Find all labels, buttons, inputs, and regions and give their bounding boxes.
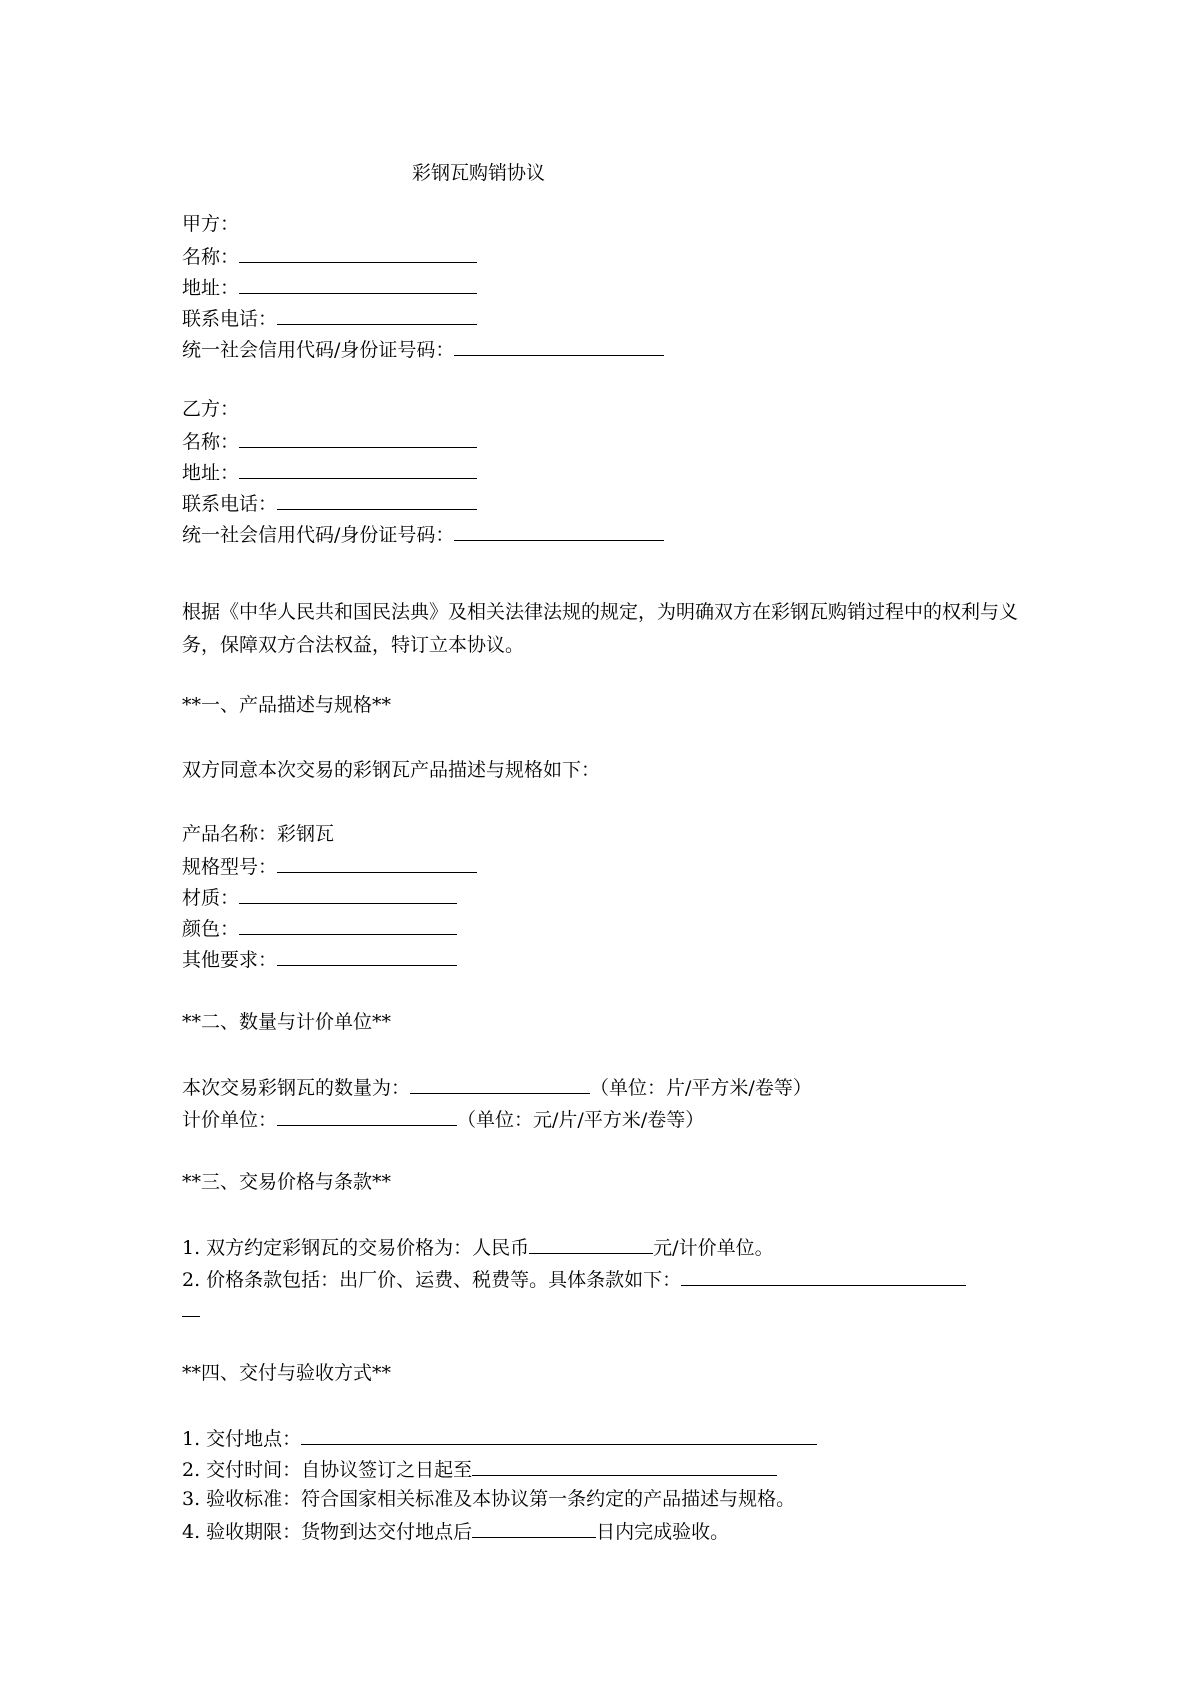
party-a-id-label: 统一社会信用代码/身份证号码： <box>182 339 455 361</box>
party-a-name-row <box>182 241 477 271</box>
other-requirements-label: 其他要求： <box>182 949 278 971</box>
party-a-phone-row <box>182 303 477 333</box>
party-b-name-label: 名称： <box>182 431 240 453</box>
delivery-time-row <box>182 1454 777 1484</box>
party-b-phone-field[interactable] <box>277 488 477 510</box>
party-a-id-row <box>182 334 664 364</box>
price-label: 1. 双方约定彩钢瓦的交易价格为：人民币 <box>182 1237 530 1259</box>
section1-heading: **一、产品描述与规格** <box>182 694 392 716</box>
acceptance-period-field[interactable] <box>472 1516 596 1538</box>
party-a-phone-field[interactable] <box>277 303 477 325</box>
material-field[interactable] <box>239 882 457 904</box>
acceptance-period-row <box>182 1516 729 1546</box>
party-b-address-label: 地址： <box>182 462 240 484</box>
product-name-row: 产品名称：彩钢瓦 <box>182 823 335 845</box>
model-row <box>182 851 477 881</box>
model-label: 规格型号： <box>182 856 278 878</box>
section4-heading: **四、交付与验收方式** <box>182 1362 392 1384</box>
party-a-name-label: 名称： <box>182 246 240 268</box>
party-b-phone-label: 联系电话： <box>182 493 278 515</box>
document-title: 彩钢瓦购销协议 <box>412 162 546 184</box>
acceptance-standard-row: 3. 验收标准：符合国家相关标准及本协议第一条约定的产品描述与规格。 <box>182 1488 796 1510</box>
other-requirements-row <box>182 944 457 974</box>
pricing-unit-field[interactable] <box>277 1104 457 1126</box>
party-b-address-field[interactable] <box>239 457 477 479</box>
section1-intro: 双方同意本次交易的彩钢瓦产品描述与规格如下： <box>182 759 601 781</box>
party-b-name-row <box>182 426 477 456</box>
party-b-id-row <box>182 519 664 549</box>
preamble-paragraph: 根据《中华人民共和国民法典》及相关法律法规的规定，为明确双方在彩钢瓦购销过程中的权利与义务，保障双方合法权益，特订立本协议。 <box>182 601 1019 656</box>
price-unit: 元/计价单位。 <box>653 1237 774 1259</box>
party-b-id-label: 统一社会信用代码/身份证号码： <box>182 524 455 546</box>
acceptance-period-label: 4. 验收期限：货物到达交付地点后 <box>182 1521 473 1543</box>
party-a-heading: 甲方： <box>182 213 240 235</box>
price-field[interactable] <box>529 1232 653 1254</box>
delivery-time-field[interactable] <box>472 1454 777 1476</box>
material-row <box>182 882 457 912</box>
party-a-phone-label: 联系电话： <box>182 308 278 330</box>
party-a-address-label: 地址： <box>182 277 240 299</box>
material-label: 材质： <box>182 887 240 909</box>
party-a-name-field[interactable] <box>239 241 477 263</box>
price-terms-continuation <box>182 1295 200 1325</box>
other-requirements-field[interactable] <box>277 944 457 966</box>
party-b-heading: 乙方： <box>182 398 240 420</box>
delivery-location-field[interactable] <box>301 1423 817 1445</box>
acceptance-period-suffix: 日内完成验收。 <box>596 1521 730 1543</box>
price-terms-row <box>182 1264 966 1294</box>
delivery-location-row <box>182 1423 817 1453</box>
color-row <box>182 913 457 943</box>
quantity-field[interactable] <box>410 1072 590 1094</box>
party-b-name-field[interactable] <box>239 426 477 448</box>
color-field[interactable] <box>239 913 457 935</box>
price-terms-field[interactable] <box>681 1264 966 1286</box>
pricing-unit-label: 计价单位： <box>182 1109 278 1131</box>
delivery-location-label: 1. 交付地点： <box>182 1428 302 1450</box>
party-a-address-field[interactable] <box>239 272 477 294</box>
party-a-id-field[interactable] <box>454 334 664 356</box>
party-b-address-row <box>182 457 477 487</box>
pricing-unit-note: （单位：元/片/平方米/卷等） <box>457 1109 705 1131</box>
quantity-row <box>182 1072 812 1102</box>
color-label: 颜色： <box>182 918 240 940</box>
price-row <box>182 1232 774 1262</box>
section2-heading: **二、数量与计价单位** <box>182 1011 392 1033</box>
pricing-unit-row <box>182 1104 704 1134</box>
price-terms-field-continuation[interactable] <box>182 1295 200 1317</box>
party-b-phone-row <box>182 488 477 518</box>
quantity-unit: （单位：片/平方米/卷等） <box>590 1077 812 1099</box>
party-a-address-row <box>182 272 477 302</box>
model-field[interactable] <box>277 851 477 873</box>
price-terms-label: 2. 价格条款包括：出厂价、运费、税费等。具体条款如下： <box>182 1269 682 1291</box>
party-b-id-field[interactable] <box>454 519 664 541</box>
delivery-time-label: 2. 交付时间：自协议签订之日起至 <box>182 1459 473 1481</box>
section3-heading: **三、交易价格与条款** <box>182 1171 392 1193</box>
quantity-label: 本次交易彩钢瓦的数量为： <box>182 1077 411 1099</box>
